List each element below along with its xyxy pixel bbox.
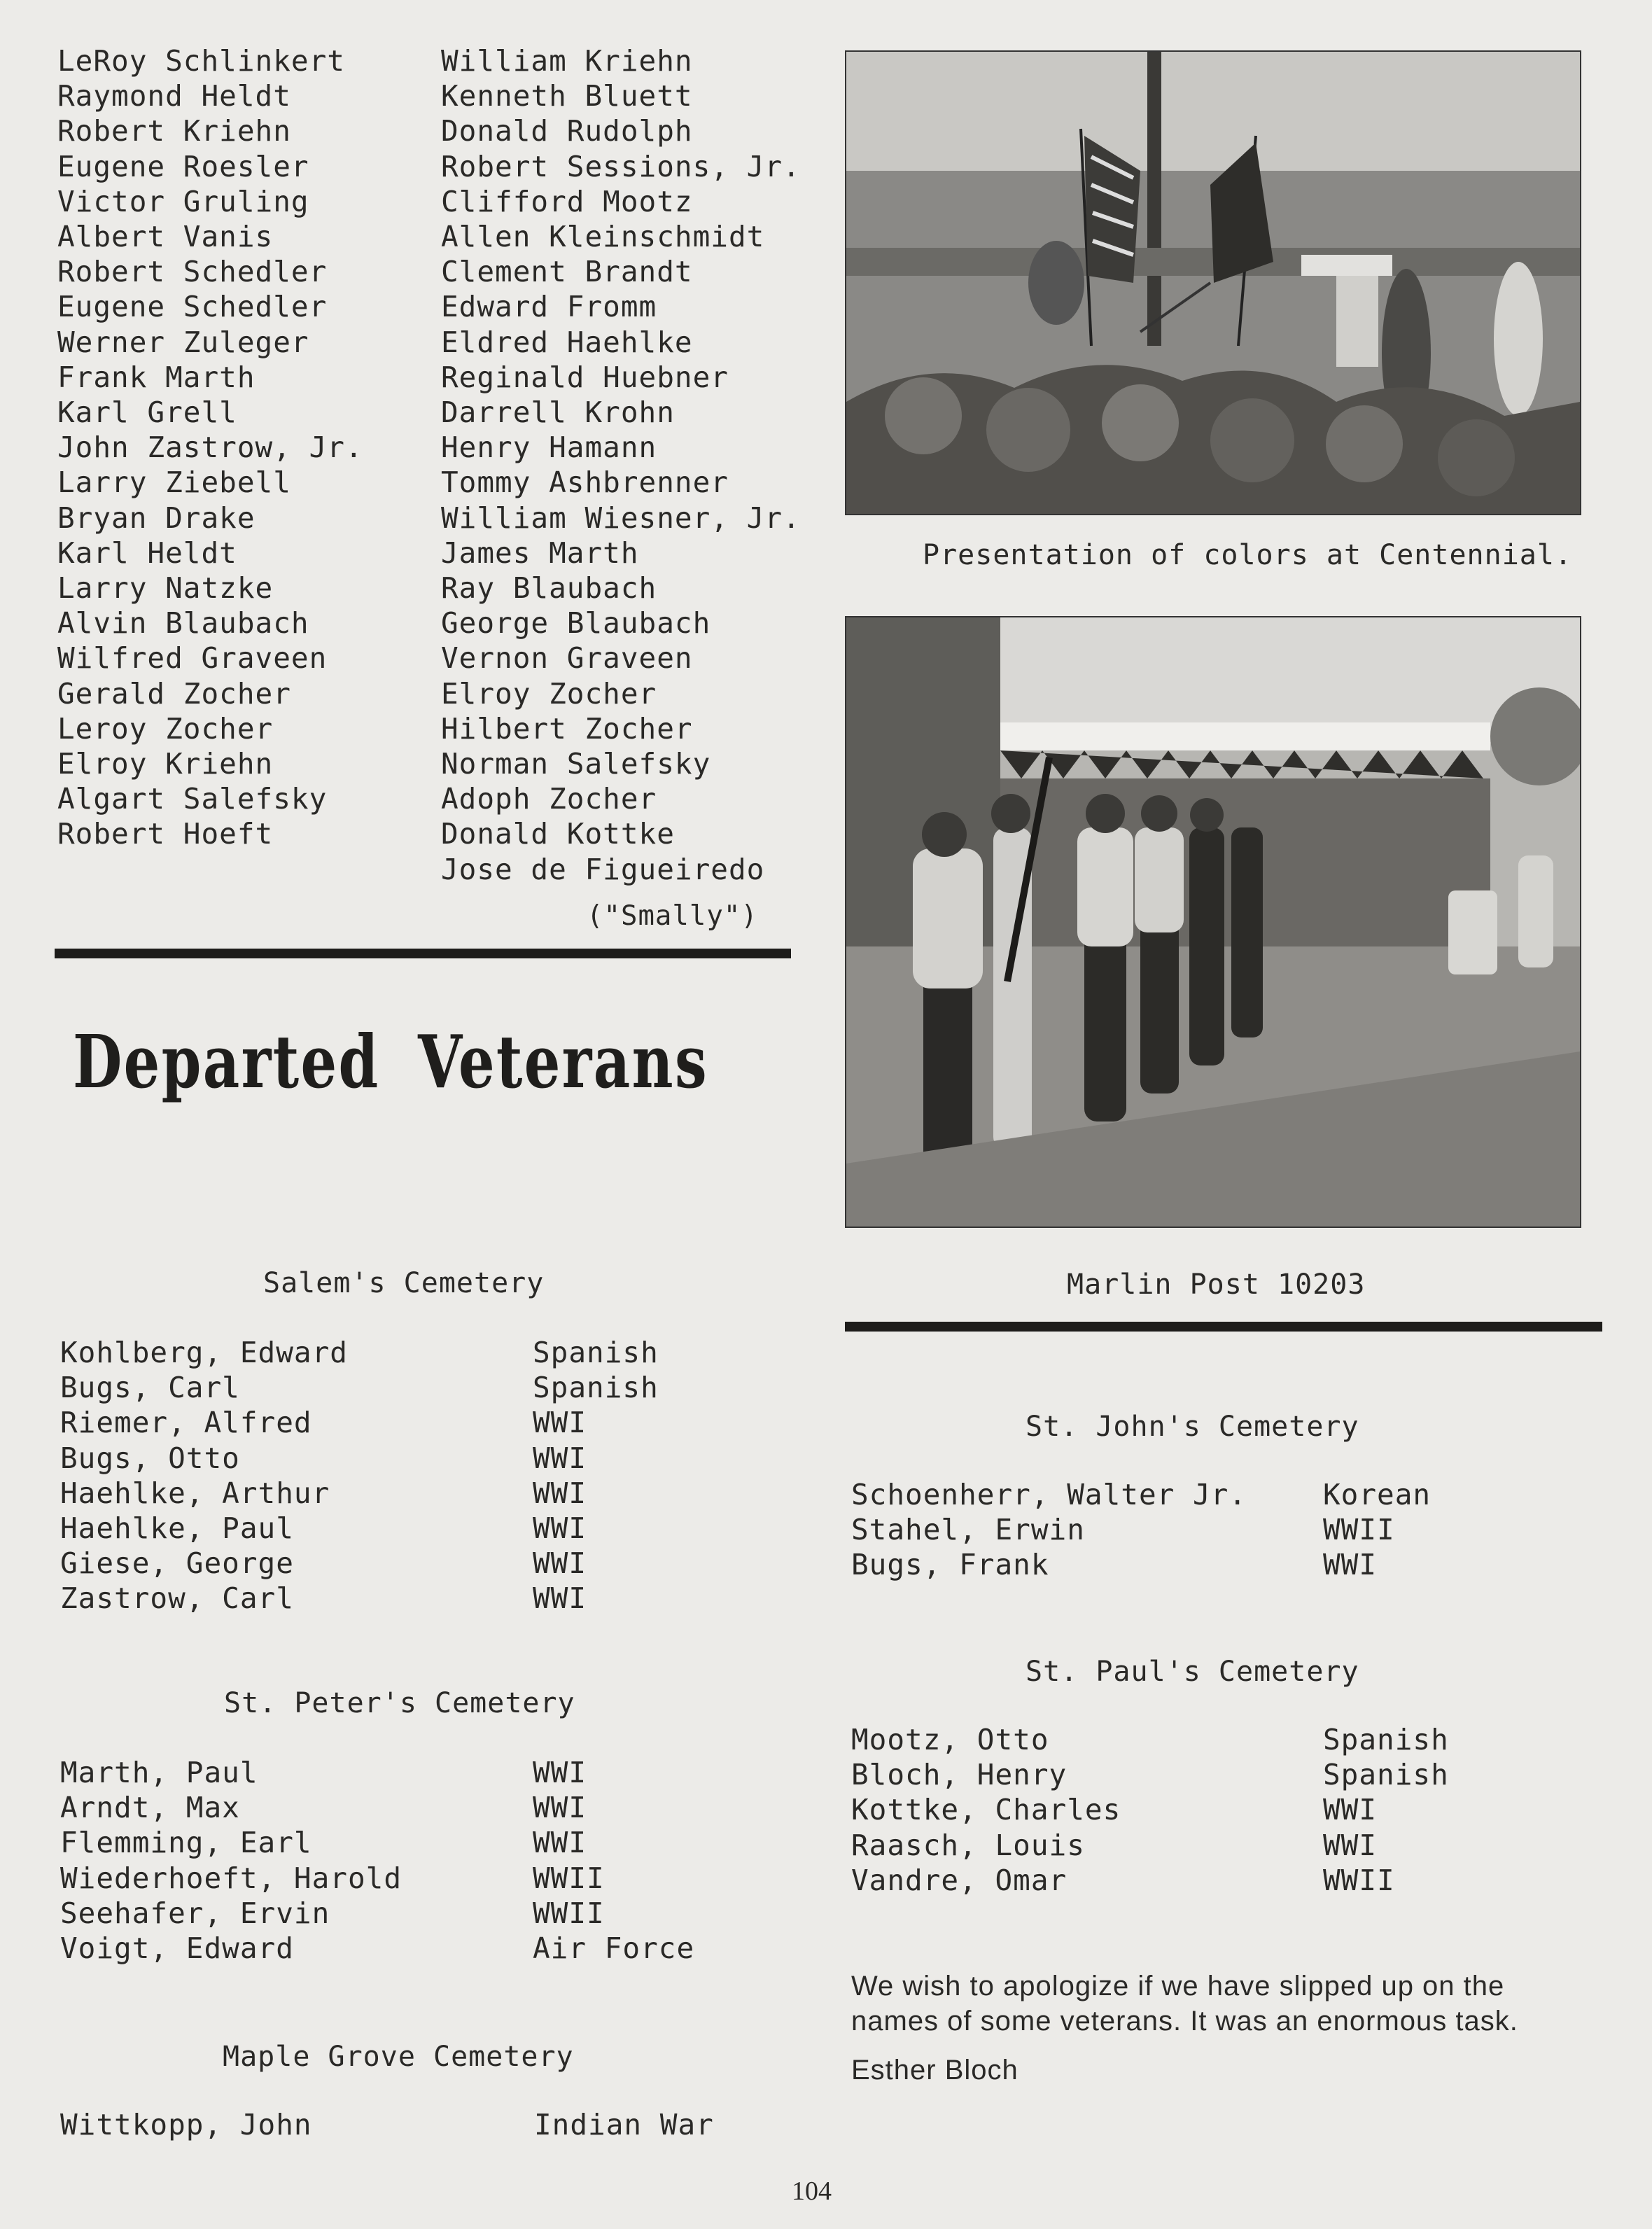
veteran-name: Edward Fromm bbox=[441, 290, 657, 324]
war-served: WWI bbox=[533, 1826, 587, 1860]
veteran-name: Robert Kriehn bbox=[57, 114, 291, 148]
apology-note: We wish to apologize if we have slipped up on the names of some veterans. It was an enormous task. bbox=[851, 1971, 1518, 2036]
war-served: Air Force bbox=[533, 1931, 695, 1966]
veteran-row bbox=[60, 1581, 659, 1616]
veteran-row bbox=[851, 1722, 1449, 1757]
page-number: 104 bbox=[792, 2176, 832, 2206]
veteran-row bbox=[851, 1757, 1449, 1792]
cemetery-title-st-peter: St. Peter's Cemetery bbox=[224, 1687, 575, 1719]
photo-presentation-of-colors bbox=[845, 50, 1581, 515]
veteran-name: Marth, Paul bbox=[60, 1756, 258, 1789]
veteran-row bbox=[851, 1863, 1449, 1898]
veteran-name: George Blaubach bbox=[441, 606, 711, 641]
veteran-name: Leroy Zocher bbox=[57, 711, 274, 746]
veteran-row bbox=[60, 1476, 659, 1511]
veteran-name: Tommy Ashbrenner bbox=[441, 466, 729, 500]
veteran-name: Raymond Heldt bbox=[57, 79, 291, 113]
war-served: WWI bbox=[1323, 1828, 1378, 1862]
cemetery-table-st-paul bbox=[851, 1722, 1449, 1898]
veteran-name: Alvin Blaubach bbox=[57, 606, 309, 641]
photo-caption-colors: Presentation of colors at Centennial. bbox=[923, 539, 1573, 571]
war-served: WWII bbox=[1323, 1513, 1395, 1547]
cemetery-table-st-john bbox=[851, 1477, 1431, 1583]
cemetery-title-st-john: St. John's Cemetery bbox=[1026, 1411, 1359, 1443]
veteran-name: Larry Natzke bbox=[57, 571, 274, 606]
cemetery-title-st-paul: St. Paul's Cemetery bbox=[1026, 1656, 1359, 1688]
veteran-row bbox=[851, 1547, 1431, 1582]
war-served: WWII bbox=[533, 1896, 605, 1930]
veteran-name: Gerald Zocher bbox=[57, 676, 291, 711]
war-served: WWI bbox=[533, 1756, 587, 1789]
veteran-row bbox=[60, 2107, 714, 2142]
nickname-note: ("Smally") bbox=[587, 900, 758, 932]
heading-word-1: Departed bbox=[73, 1019, 380, 1105]
veteran-name: Darrell Krohn bbox=[441, 396, 675, 430]
photo-caption-post: Marlin Post 10203 bbox=[1067, 1269, 1366, 1301]
veteran-row bbox=[60, 1511, 659, 1546]
veteran-row bbox=[60, 1896, 694, 1931]
war-served: WWI bbox=[533, 1546, 587, 1581]
divider-rule-left bbox=[55, 949, 791, 958]
veteran-name: Adoph Zocher bbox=[441, 782, 657, 816]
veteran-name: Ray Blaubach bbox=[441, 571, 657, 606]
veteran-name: Raasch, Louis bbox=[851, 1828, 1085, 1862]
war-served: WWII bbox=[1323, 1863, 1395, 1897]
veteran-name: LeRoy Schlinkert bbox=[57, 44, 345, 78]
veteran-name: Kohlberg, Edward bbox=[60, 1336, 348, 1369]
veteran-name: Mootz, Otto bbox=[851, 1723, 1049, 1756]
veteran-row bbox=[60, 1546, 659, 1581]
veterans-list-right bbox=[441, 43, 801, 887]
veteran-name: Allen Kleinschmidt bbox=[441, 220, 765, 254]
veteran-row bbox=[60, 1790, 694, 1825]
veteran-name: Karl Heldt bbox=[57, 536, 237, 570]
veteran-name: Hilbert Zocher bbox=[441, 711, 693, 746]
veteran-row bbox=[60, 1370, 659, 1405]
war-served: WWI bbox=[533, 1476, 587, 1510]
veteran-name: Wilfred Graveen bbox=[57, 641, 328, 676]
veteran-name: Eldred Haehlke bbox=[441, 325, 693, 359]
heading-word-2: Veterans bbox=[418, 1019, 708, 1105]
veteran-name: Arndt, Max bbox=[60, 1791, 240, 1825]
veteran-name: Vandre, Omar bbox=[851, 1863, 1068, 1897]
veteran-name: Elroy Zocher bbox=[441, 676, 657, 711]
veteran-name: Bryan Drake bbox=[57, 501, 255, 535]
war-served: Spanish bbox=[1323, 1723, 1449, 1756]
veteran-name: Donald Rudolph bbox=[441, 114, 693, 148]
cemetery-table-st-peter bbox=[60, 1755, 694, 1966]
war-served: WWII bbox=[533, 1861, 605, 1895]
veteran-row bbox=[60, 1441, 659, 1476]
veteran-name: Reginald Huebner bbox=[441, 360, 729, 394]
veteran-name: Kenneth Bluett bbox=[441, 79, 693, 113]
veteran-row bbox=[851, 1828, 1449, 1863]
veteran-name: Bloch, Henry bbox=[851, 1758, 1068, 1792]
veteran-name: Bugs, Frank bbox=[851, 1548, 1049, 1582]
veteran-name: Frank Marth bbox=[57, 360, 255, 394]
veteran-name: Elroy Kriehn bbox=[57, 747, 274, 781]
veteran-name: Robert Sessions, Jr. bbox=[441, 149, 801, 183]
cemetery-title-maple-grove: Maple Grove Cemetery bbox=[223, 2041, 574, 2073]
veteran-name: Albert Vanis bbox=[57, 220, 274, 254]
veteran-row bbox=[60, 1405, 659, 1440]
war-served: Spanish bbox=[533, 1371, 659, 1405]
veteran-name: Larry Ziebell bbox=[57, 466, 291, 500]
veteran-name: Flemming, Earl bbox=[60, 1826, 312, 1860]
veteran-name: Bugs, Otto bbox=[60, 1441, 240, 1475]
veteran-name: Kottke, Charles bbox=[851, 1793, 1121, 1827]
war-served: WWI bbox=[533, 1511, 587, 1546]
war-served: WWI bbox=[533, 1441, 587, 1475]
veteran-name: Haehlke, Arthur bbox=[60, 1476, 330, 1510]
veteran-name: Robert Schedler bbox=[57, 255, 328, 289]
veteran-name: Donald Kottke bbox=[441, 817, 675, 851]
divider-rule-right bbox=[845, 1322, 1602, 1332]
veteran-name: Voigt, Edward bbox=[60, 1931, 294, 1966]
veteran-name: Victor Gruling bbox=[57, 184, 309, 218]
signoff: Esther Bloch bbox=[851, 2055, 1018, 2085]
veteran-name: Eugene Schedler bbox=[57, 290, 328, 324]
veteran-row bbox=[60, 1755, 694, 1790]
war-served: WWI bbox=[533, 1581, 587, 1616]
veteran-name: Stahel, Erwin bbox=[851, 1513, 1085, 1547]
photo-marlin-post bbox=[845, 616, 1581, 1228]
veteran-row bbox=[60, 1861, 694, 1896]
cemetery-title-salem: Salem's Cemetery bbox=[263, 1267, 545, 1299]
veteran-name: Algart Salefsky bbox=[57, 782, 328, 816]
veteran-name: James Marth bbox=[441, 536, 639, 570]
war-served: WWI bbox=[1323, 1793, 1378, 1827]
veteran-row bbox=[60, 1335, 659, 1370]
veteran-name: Giese, George bbox=[60, 1546, 294, 1581]
veteran-name: William Wiesner, Jr. bbox=[441, 501, 801, 535]
veteran-name: Karl Grell bbox=[57, 396, 237, 430]
war-served: Spanish bbox=[1323, 1758, 1449, 1792]
veteran-name: John Zastrow, Jr. bbox=[57, 431, 363, 465]
veteran-name: William Kriehn bbox=[441, 44, 693, 78]
cemetery-table-maple-grove bbox=[60, 2107, 714, 2142]
veteran-name: Jose de Figueiredo bbox=[441, 852, 765, 886]
veteran-name: Seehafer, Ervin bbox=[60, 1896, 330, 1930]
veteran-name: Robert Hoeft bbox=[57, 817, 274, 851]
veteran-name: Wiederhoeft, Harold bbox=[60, 1861, 402, 1895]
veteran-name: Werner Zuleger bbox=[57, 325, 309, 359]
veteran-row bbox=[851, 1512, 1431, 1547]
war-served: WWI bbox=[1323, 1548, 1378, 1582]
page-heading bbox=[73, 1019, 747, 1105]
veterans-list-left bbox=[57, 43, 363, 852]
veteran-name: Clifford Mootz bbox=[441, 184, 693, 218]
veteran-row bbox=[60, 1931, 694, 1966]
veteran-name: Eugene Roesler bbox=[57, 149, 309, 183]
veteran-name: Riemer, Alfred bbox=[60, 1406, 312, 1440]
veteran-row bbox=[851, 1792, 1449, 1827]
war-served: WWI bbox=[533, 1791, 587, 1825]
war-served: Korean bbox=[1323, 1478, 1432, 1511]
veteran-name: Zastrow, Carl bbox=[60, 1581, 294, 1616]
veteran-name: Norman Salefsky bbox=[441, 747, 711, 781]
veteran-name: Schoenherr, Walter Jr. bbox=[851, 1478, 1247, 1511]
veteran-name: Wittkopp, John bbox=[60, 2108, 312, 2141]
veteran-name: Henry Hamann bbox=[441, 431, 657, 465]
veteran-name: Bugs, Carl bbox=[60, 1371, 240, 1405]
veteran-row bbox=[851, 1477, 1431, 1512]
war-served: Indian War bbox=[534, 2108, 714, 2141]
war-served: WWI bbox=[533, 1406, 587, 1440]
veteran-row bbox=[60, 1825, 694, 1860]
veteran-name: Vernon Graveen bbox=[441, 641, 693, 676]
cemetery-table-salem bbox=[60, 1335, 659, 1616]
veteran-name: Haehlke, Paul bbox=[60, 1511, 294, 1546]
veteran-name: Clement Brandt bbox=[441, 255, 693, 289]
war-served: Spanish bbox=[533, 1336, 659, 1369]
